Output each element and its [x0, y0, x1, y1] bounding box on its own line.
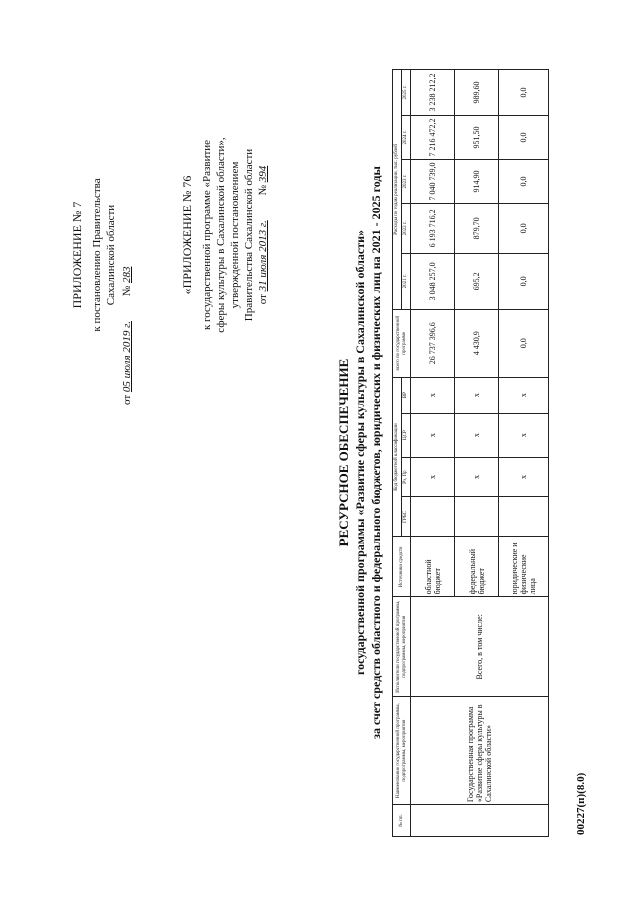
cell-rzpr: х — [411, 457, 455, 497]
cell-2025: 3 238 212,2 — [411, 70, 455, 116]
appendix-7-line1: к постановлению Правительства — [91, 178, 103, 332]
header-grbs: ГРБС — [402, 497, 411, 537]
cell-2024: 7 216 472,2 — [411, 116, 455, 160]
cell-2023: 914,90 — [455, 159, 499, 203]
cell-2022: 879,70 — [455, 203, 499, 253]
cell-2021: 0,0 — [499, 253, 549, 309]
cell-2023: 0,0 — [499, 159, 549, 203]
cell-vr: х — [499, 377, 549, 413]
header-2025: 2025 г. — [402, 70, 411, 116]
cell-grbs — [499, 497, 549, 537]
heading-title: РЕСУРСНОЕ ОБЕСПЕЧЕНИЕ — [336, 358, 351, 547]
cell-vr: х — [455, 377, 499, 413]
footer-code: 00227(п)(8.0) — [575, 772, 587, 835]
cell-total: 0,0 — [499, 309, 549, 377]
cell-2022: 0,0 — [499, 203, 549, 253]
document-heading — [336, 0, 384, 905]
appendix-76-date-prefix: от — [257, 294, 269, 305]
resource-table — [392, 69, 549, 837]
appendix-76-num-prefix: № — [257, 185, 269, 196]
cell-2023: 7 040 739,0 — [411, 159, 455, 203]
header-name: Наименование государственной программы, подпрограммы, мероприятия — [393, 697, 411, 805]
cell-source: областной бюджет — [411, 537, 455, 597]
cell-2021: 3 048 257,0 — [411, 253, 455, 309]
cell-rzpr: х — [499, 457, 549, 497]
appendix-76-date-line — [256, 85, 270, 385]
appendix-76-block — [180, 85, 270, 385]
header-vr: ВР — [402, 377, 411, 413]
header-2022: 2022 г. — [402, 203, 411, 253]
appendix-7-title: ПРИЛОЖЕНИЕ № 7 — [70, 201, 84, 309]
cell-2025: 989,60 — [455, 70, 499, 116]
appendix-7-num-value: 283 — [121, 266, 133, 284]
cell-grbs — [455, 497, 499, 537]
header-source: Источники средств — [393, 537, 411, 597]
cell-source: юридические и физические лица — [499, 537, 549, 597]
cell-grbs — [411, 497, 455, 537]
header-years-group: Расходы по годам реализации, тыс. рублей — [393, 70, 402, 310]
cell-2025: 0,0 — [499, 70, 549, 116]
cell-executor: Всего, в том числе: — [411, 597, 549, 697]
cell-csr: х — [411, 413, 455, 457]
appendix-7-line2: Сахалинской области — [105, 204, 117, 306]
appendix-7-date-line — [120, 105, 134, 405]
cell-csr: х — [499, 413, 549, 457]
cell-total: 4 430,9 — [455, 309, 499, 377]
cell-csr: х — [455, 413, 499, 457]
appendix-76-line2: сферы культуры в Сахалинской области», — [215, 137, 227, 333]
table-row — [411, 70, 455, 837]
appendix-7-date-prefix: от — [121, 394, 133, 405]
cell-source: федеральный бюджет — [455, 537, 499, 597]
appendix-76-line3: утвержденной постановлением — [229, 161, 241, 309]
cell-total: 26 737 396,6 — [411, 309, 455, 377]
appendix-76-date-value: 31 июля 2013 г. — [257, 220, 269, 292]
cell-rzpr: х — [455, 457, 499, 497]
appendix-7-block — [70, 105, 134, 405]
header-2023: 2023 г. — [402, 159, 411, 203]
cell-num — [411, 805, 549, 837]
header-kbk: Код бюджетной классификации — [393, 377, 402, 537]
appendix-76-title: «ПРИЛОЖЕНИЕ № 76 — [180, 175, 194, 295]
cell-2022: 6 193 716,2 — [411, 203, 455, 253]
cell-2024: 0,0 — [499, 116, 549, 160]
cell-program-name: Государственная программа «Развитие сферы культуры в Сахалинской области» — [411, 697, 549, 805]
header-executor: Исполнители государственной программы, подпрограммы, мероприятия — [393, 597, 411, 697]
header-total: всего по государственной программе — [393, 309, 411, 377]
header-2024: 2024 г. — [402, 116, 411, 160]
heading-subtitle: государственной программы «Развитие сферы культуры в Сахалинской области» — [353, 229, 367, 676]
appendix-76-line1: к государственной программе «Развитие — [201, 139, 213, 331]
cell-vr: х — [411, 377, 455, 413]
appendix-76-line4: Правительства Сахалинской области — [243, 148, 255, 322]
header-num: № пп. — [393, 805, 411, 837]
header-csr: ЦСР — [402, 413, 411, 457]
cell-2021: 695,2 — [455, 253, 499, 309]
header-2021: 2021 г. — [402, 253, 411, 309]
appendix-76-num-value: 394 — [257, 165, 269, 183]
appendix-7-num-prefix: № — [121, 285, 133, 297]
header-rzpr: Рз, Пр — [402, 457, 411, 497]
heading-subtitle-2: за счет средств областного и федерального бюджетов, юридических и физических лиц на 2021 - 2025 годы — [369, 166, 383, 739]
appendix-7-date-value: 05 июля 2019 г. — [121, 321, 133, 393]
cell-2024: 951,50 — [455, 116, 499, 160]
